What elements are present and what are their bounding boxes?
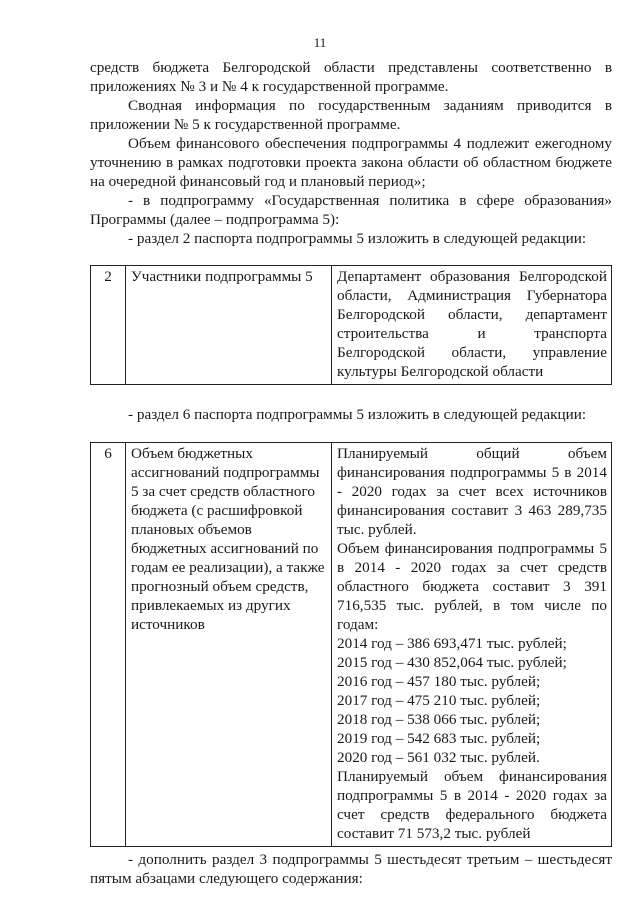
year-funding-2015: 2015 год – 430 852,064 тыс. рублей; (337, 654, 567, 671)
document-body (90, 58, 612, 888)
participants-value: Департамент образования Белгородской области, Администрация Губернатора Белгородской области, департамент строительства и транспорта Белгородской области, управление культуры Белгородской области (332, 266, 612, 385)
page-number: 11 (313, 35, 327, 50)
paragraph-budget-sources: средств бюджета Белгородской области представлены соответственно в приложениях № 3 и № 4 к государственной программе. (90, 59, 612, 95)
table-row (91, 266, 612, 385)
table-row (91, 443, 612, 847)
year-funding-2014: 2014 год – 386 693,471 тыс. рублей; (337, 635, 567, 652)
paragraph-section-6-instruction: - раздел 6 паспорта подпрограммы 5 изложить в следующей редакции: (128, 406, 587, 423)
budget-allocation-label: Объем бюджетных ассигнований подпрограммы 5 за счет средств областного бюджета (с расшифровкой плановых объемов бюджетных ассигнований по годам ее реализации), а также прогнозный объем средств, привлекаемых из других источников (126, 443, 332, 847)
year-funding-2019: 2019 год – 542 683 тыс. рублей; (337, 730, 541, 747)
total-funding-text: Планируемый общий объем финансирования подпрограммы 5 в 2014 - 2020 годах за счет всех источников финансирования составит 3 463 289,735 тыс. рублей. (337, 445, 607, 538)
paragraph-section-3-addition: - дополнить раздел 3 подпрограммы 5 шестьдесят третьим – шестьдесят пятым абзацами следующего содержания: (90, 851, 612, 887)
row-number: 6 (91, 443, 126, 847)
year-funding-2018: 2018 год – 538 066 тыс. рублей; (337, 711, 541, 728)
year-funding-2017: 2017 год – 475 210 тыс. рублей; (337, 692, 541, 709)
federal-funding-text: Планируемый объем финансирования подпрограммы 5 в 2014 - 2020 годах за счет средств федерального бюджета составит 71 573,2 тыс. рублей (337, 768, 607, 842)
year-funding-2020: 2020 год – 561 032 тыс. рублей. (337, 749, 540, 766)
row-number: 2 (91, 266, 126, 385)
paragraph-subprogram-4-funding: Объем финансового обеспечения подпрограммы 4 подлежит ежегодному уточнению в рамках подготовки проекта закона области об областном бюджете на очередной финансовый год и плановый период»; (90, 135, 612, 190)
budget-allocation-value (332, 443, 612, 847)
paragraph-section-2-instruction: - раздел 2 паспорта подпрограммы 5 изложить в следующей редакции: (128, 230, 587, 247)
passport-section-2-table (90, 265, 612, 385)
passport-section-6-table (90, 442, 612, 847)
regional-funding-text: Объем финансирования подпрограммы 5 в 2014 - 2020 годах за счет средств областного бюджета составит 3 391 716,535 тыс. рублей, в том числе по годам: (337, 540, 607, 633)
year-funding-2016: 2016 год – 457 180 тыс. рублей; (337, 673, 541, 690)
participants-label: Участники подпрограммы 5 (126, 266, 332, 385)
paragraph-state-tasks: Сводная информация по государственным заданиям приводится в приложении № 5 к государственной программе. (90, 97, 612, 133)
paragraph-subprogram-5-intro: - в подпрограмму «Государственная политика в сфере образования» Программы (далее – подпрограмма 5): (90, 192, 612, 228)
